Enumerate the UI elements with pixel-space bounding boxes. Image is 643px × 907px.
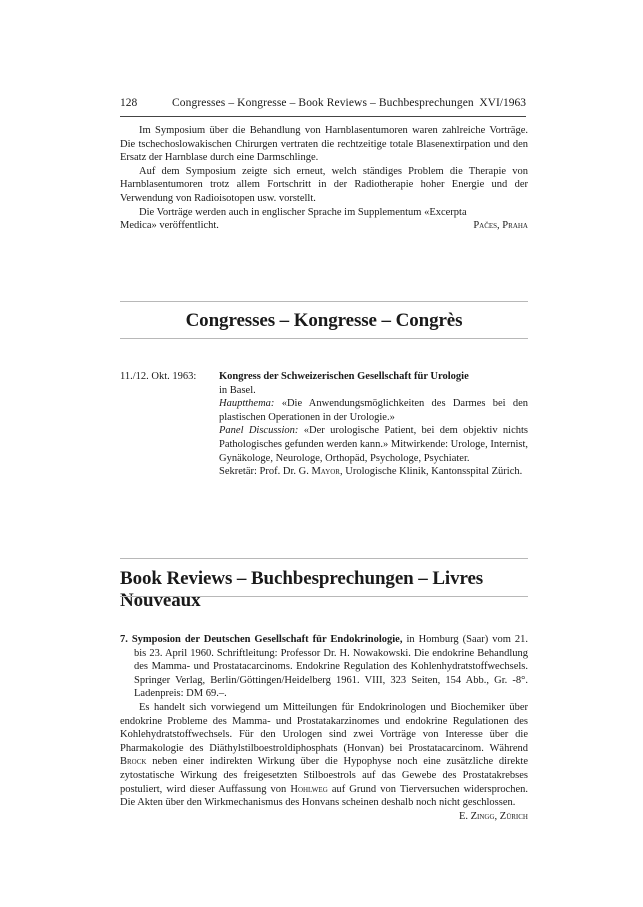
congress-main-theme: [219, 397, 528, 424]
symposium-signature-line: [120, 219, 528, 233]
volume-year: XVI/1963: [479, 97, 526, 109]
review-body: [120, 701, 529, 822]
congress-section-title: Congresses – Kongresse – Congrès: [185, 310, 463, 331]
book-reviews-section-title: Book Reviews – Buchbesprechungen – Livres Nouveaux: [120, 568, 484, 611]
review-title: 7. Symposion der Deutschen Gesellschaft für Endokrinologie,: [120, 634, 403, 645]
congress-panel: [219, 424, 528, 465]
congress-section-rule-top: [120, 301, 528, 302]
review-biblio-details: in Homburg (Saar) vom 21. bis 23. April 1960. Schriftleitung: Professor Dr. H. Nowakowski. Die endokrine Behandlung des Mamma- und Prostatacarcinoms. Endokrine Regulation des Kohlenhydratstoffwechsels. Springer Verlag, Berlin/Göttingen/Heidelberg 1961. VIII, 323 Seiten, 154 Abb., Gr. -8°. Ladenpreis: DM 69.–.: [134, 634, 529, 700]
review-body-part-3: auf Grund von Tierversuchen widersprochen. Die Akten über den Wirkmechanismus des Honvans scheinen deshalb noch nicht geschlossen.: [120, 783, 529, 809]
congress-secretary: [219, 465, 528, 479]
review-bibliography: [120, 633, 528, 701]
main-theme-label: Hauptthema:: [219, 398, 275, 410]
review-body-part-1: Es handelt sich vorwiegend um Mitteilungen für Endokrinologen und Biochemiker über endokrine Probleme des Mamma- und Prostatakarzinomes und endokrine Regulationen des Kohlehydratstoffwechsels. Für den Urologen sind zwei Vorträge von Interesse über die Pharmakologie des Diäthylstilboestroldiphosphats (Honvan) bei Prostatacarcinom. Während: [120, 701, 528, 754]
symposium-paragraph-2: Auf dem Symposium zeigte sich erneut, welch ständiges Problem die Therapie von Harnblasentumoren trotz allem Fortschritt in der Radiotherapie hoher Energie und der Verwendung von Radioisotopen usw. vorstellt.: [120, 165, 528, 204]
symposium-closing-end: Medica» veröffentlicht.: [120, 220, 219, 232]
book-section-rule-bottom: [120, 596, 528, 597]
secretary-prefix: Sekretär: Prof. Dr. G.: [219, 466, 309, 478]
page-number: 128: [120, 97, 138, 109]
secretary-suffix: , Urologische Klinik, Kantonsspital Zürich.: [339, 466, 523, 478]
congress-section-rule-bottom: [120, 338, 528, 339]
running-header: [120, 97, 526, 113]
congress-date: 11./12. Okt. 1963:: [120, 371, 197, 382]
panel-label: Panel Discussion:: [219, 425, 299, 437]
congress-details: [219, 370, 528, 479]
secretary-name: Mayor: [311, 466, 340, 478]
author-name-hohlweg: Hohlweg: [290, 783, 328, 795]
symposium-report: [120, 124, 528, 233]
congress-name: Kongress der Schweizerischen Gesellschaft für Urologie: [219, 371, 469, 382]
symposium-paragraph-1: Im Symposium über die Behandlung von Harnblasentumoren waren zahlreiche Vorträge. Die tschechoslowakischen Chirurgen vertraten die rechtzeitige totale Blasenextirpation und den Ersatz der Harnblase durch eine Darmschlinge.: [120, 125, 528, 164]
book-review: [120, 633, 528, 823]
header-rule: [120, 116, 526, 117]
review-body-part-2: neben einer indirekten Wirkung über die Hypophyse noch eine zusätzliche direkte zytostatische Wirkung des freigesetzten Stilboestrols auf das Gewebe des Prostatakrebses postuliert, wird dieser Auffassung von: [120, 756, 529, 795]
congress-location: in Basel.: [219, 384, 256, 396]
review-signature: E. Zingg, Zürich: [458, 810, 528, 822]
book-section-rule-top: [120, 558, 528, 559]
main-theme-text: «Die Anwendungsmöglichkeiten des Darmes bei den plastischen Operationen in der Urologie.»: [219, 398, 529, 423]
running-title: Congresses – Kongresse – Book Reviews – Buchbesprechungen: [172, 97, 474, 109]
symposium-closing: Die Vorträge werden auch in englischer Sprache im Supplementum «Excerpta: [139, 206, 467, 218]
panel-text: «Der urologische Patient, bei dem objektiv nichts Pathologisches gefunden werden kann.» Mitwirkende: Urologe, Internist, Gynäkologe, Neurologe, Orthopäd, Psychologe, Psychiater.: [219, 425, 528, 464]
symposium-signature: Pačes, Praha: [473, 220, 528, 232]
author-name-brock: Brock: [120, 756, 147, 768]
